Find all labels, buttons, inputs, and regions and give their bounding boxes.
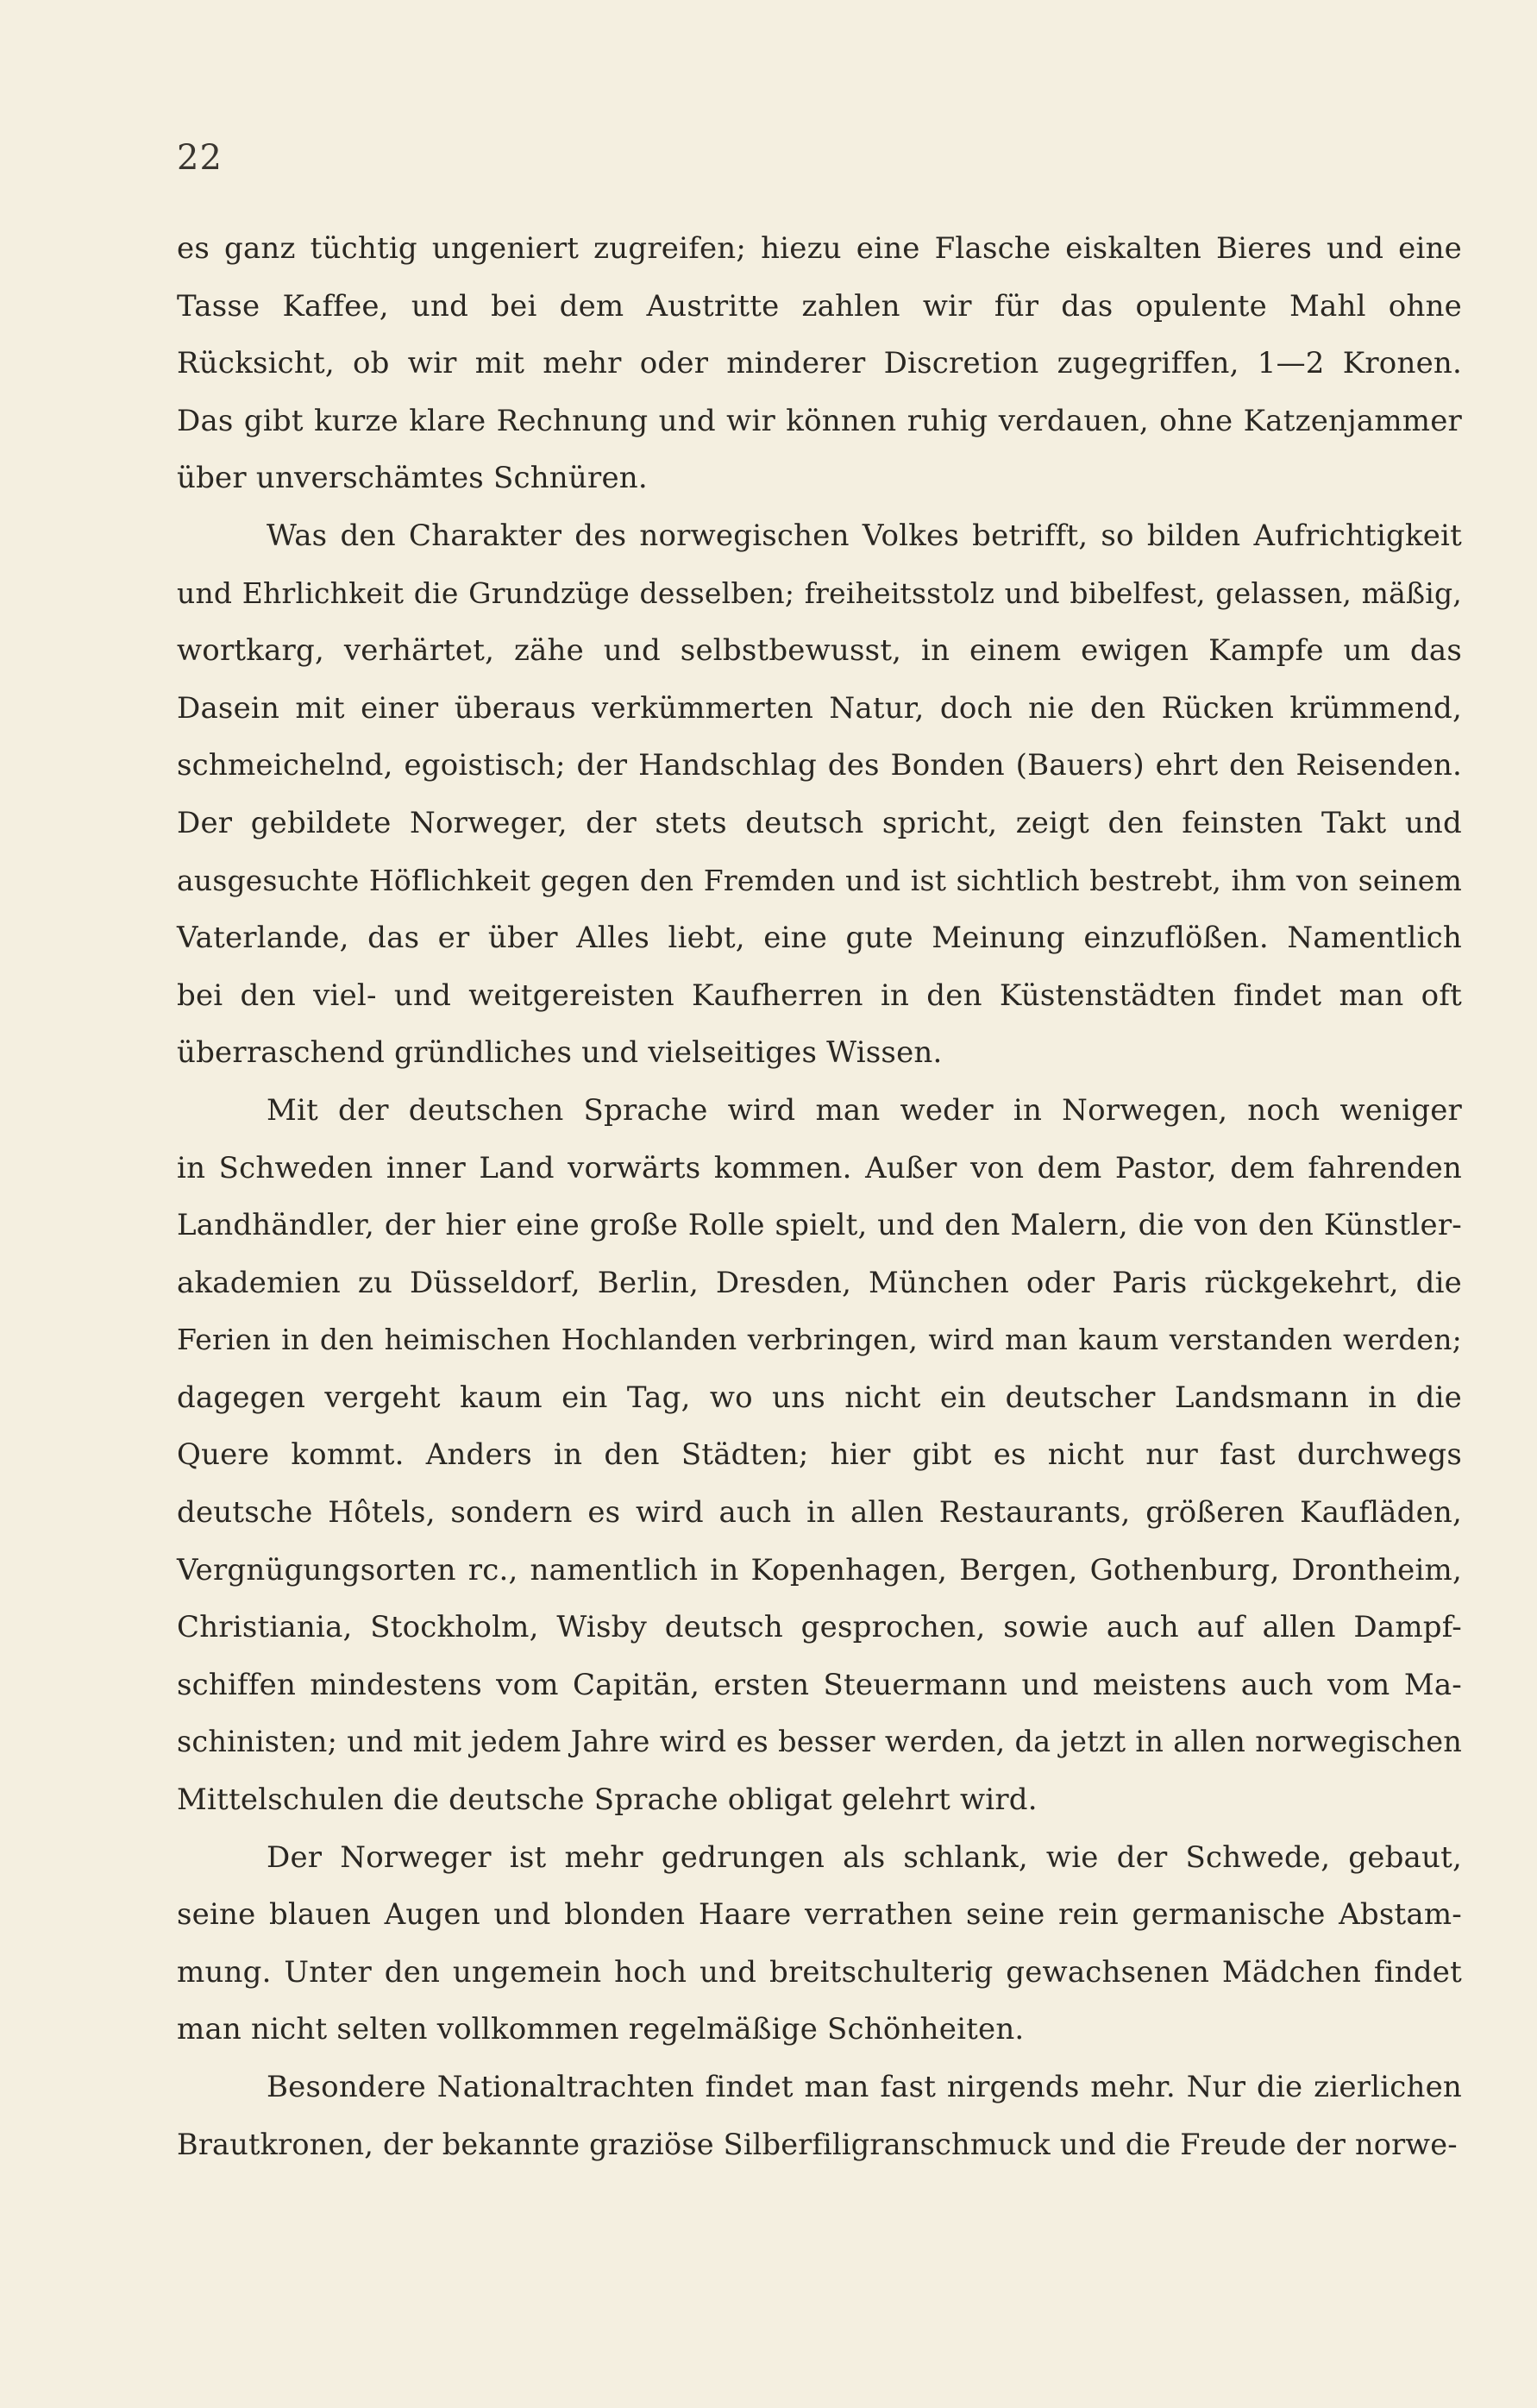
text-line: Besondere Nationaltrachten findet man fast nirgends mehr. Nur die zierlichen (267, 2070, 1462, 2104)
text-line: über unverschämtes Schnüren. (177, 461, 648, 496)
text-line: Landhändler, der hier eine große Rolle spielt, und den Malern, die von den Künstler- (177, 1208, 1462, 1243)
text-line: schmeichelnd, egoistisch; der Handschlag des Bonden (Bauers) ehrt den Reisenden. (177, 748, 1462, 783)
text-line: seine blauen Augen und blonden Haare verrathen seine rein germanische Abstam- (177, 1897, 1462, 1933)
paragraph (177, 1082, 1462, 1829)
text-line: Ferien in den heimischen Hochlanden verbringen, wird man kaum verstanden werden; (177, 1323, 1462, 1357)
text-line: man nicht selten vollkommen regelmäßige Schönheiten. (177, 2012, 1025, 2047)
paragraph (177, 1829, 1462, 2059)
text-line: Vergnügungsorten rc., namentlich in Kopenhagen, Bergen, Gothenburg, Drontheim, (177, 1552, 1462, 1588)
text-line: dagegen vergeht kaum ein Tag, wo uns nicht ein deutscher Landsmann in die (177, 1380, 1462, 1415)
text-line: Rücksicht, ob wir mit mehr oder minderer Discretion zugegriffen, 1—2 Kronen. (177, 346, 1462, 381)
text-line: Dasein mit einer überaus verkümmerten Natur, doch nie den Rücken krümmend, (177, 690, 1462, 726)
text-line: Der Norweger ist mehr gedrungen als schlank, wie der Schwede, gebaut, (267, 1839, 1462, 1875)
text-line: Der gebildete Norweger, der stets deutsch spricht, zeigt den feinsten Takt und (177, 805, 1462, 840)
text-line: Mittelschulen die deutsche Sprache obligat gelehrt wird. (177, 1782, 1038, 1818)
text-line: Quere kommt. Anders in den Städten; hier gibt es nicht nur fast durchwegs (177, 1437, 1462, 1473)
text-line: wortkarg, verhärtet, zähe und selbstbewusst, in einem ewigen Kampfe um das (177, 633, 1462, 669)
paragraph (177, 220, 1462, 507)
text-line: bei den viel- und weitgereisten Kaufherren in den Küstenstädten findet man oft (177, 978, 1462, 1013)
text-line: in Schweden inner Land vorwärts kommen. Außer von dem Pastor, dem fahrenden (177, 1150, 1462, 1185)
text-line: überraschend gründliches und vielseitiges Wissen. (177, 1035, 943, 1071)
text-line: ausgesuchte Höflichkeit gegen den Fremden und ist sichtlich bestrebt, ihm von seinem (177, 863, 1462, 897)
paragraph (177, 507, 1462, 1082)
text-line: schinisten; und mit jedem Jahre wird es besser werden, da jetzt in allen norwegischen (177, 1725, 1462, 1759)
text-line: Das gibt kurze klare Rechnung und wir können ruhig verdauen, ohne Katzenjammer (177, 403, 1462, 438)
text-line: Vaterlande, das er über Alles liebt, eine gute Meinung einzuflößen. Namentlich (177, 921, 1462, 956)
text-line: mung. Unter den ungemein hoch und breitschulterig gewachsenen Mädchen findet (177, 1954, 1462, 1990)
text-line: akademien zu Düsseldorf, Berlin, Dresden, München oder Paris rückgekehrt, die (177, 1265, 1462, 1300)
text-line: deutsche Hôtels, sondern es wird auch in allen Restaurants, größeren Kaufläden, (177, 1495, 1462, 1531)
text-line: Was den Charakter des norwegischen Volkes betrifft, so bilden Aufrichtigkeit (267, 518, 1462, 553)
text-line: Tasse Kaffee, und bei dem Austritte zahlen wir für das opulente Mahl ohne (177, 288, 1462, 324)
page-number: 22 (177, 138, 223, 178)
paragraph (177, 2059, 1462, 2173)
text-line: Mit der deutschen Sprache wird man weder in Norwegen, noch weniger (267, 1092, 1462, 1128)
text-line: es ganz tüchtig ungeniert zugreifen; hiezu eine Flasche eiskalten Bieres und eine (177, 231, 1462, 266)
text-line: Christiania, Stockholm, Wisby deutsch gesprochen, sowie auch auf allen Dampf- (177, 1610, 1462, 1645)
text-line: schiffen mindestens vom Capitän, ersten Steuermann und meistens auch vom Ma- (177, 1667, 1462, 1702)
text-line: Brautkronen, der bekannte graziöse Silberfiligranschmuck und die Freude der norwe- (177, 2127, 1458, 2161)
body-text (177, 220, 1462, 2173)
text-line: und Ehrlichkeit die Grundzüge desselben; freiheitsstolz und bibelfest, gelassen, mäßig, (177, 575, 1462, 610)
